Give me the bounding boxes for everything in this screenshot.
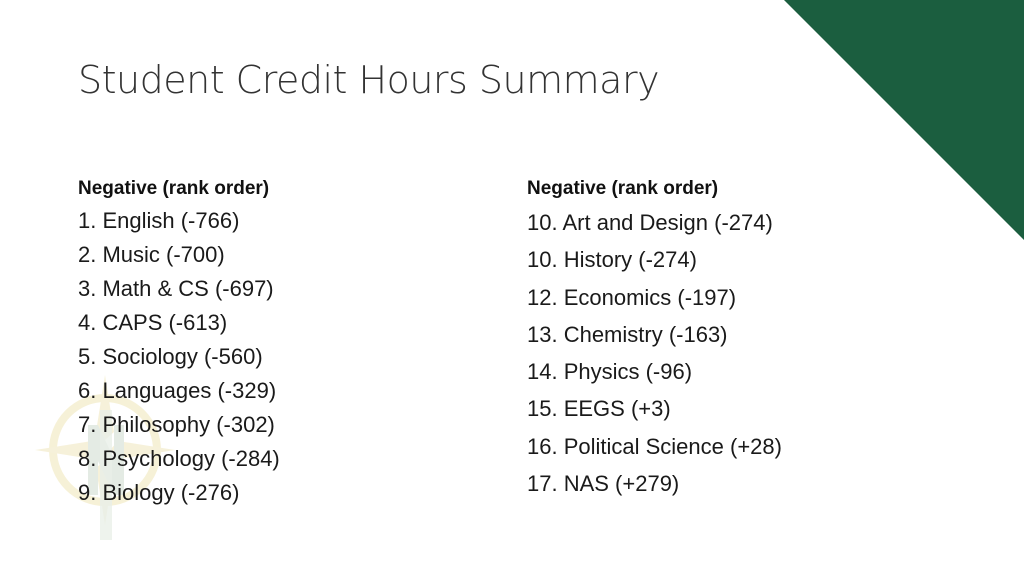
left-rank-list: [78, 204, 280, 510]
slide-title: Student Credit Hours Summary: [78, 58, 660, 102]
list-item: 1. English (-766): [78, 208, 240, 233]
list-item: 12. Economics (-197): [527, 284, 737, 310]
corner-triangle-decoration: [784, 0, 1024, 240]
list-item: 3. Math & CS (-697): [78, 276, 274, 301]
list-item: 7. Philosophy (-302): [78, 412, 275, 437]
list-item: 16. Political Science (+28): [527, 433, 782, 459]
list-item: 10. History (-274): [527, 247, 697, 273]
list-item: 17. NAS (+279): [527, 471, 680, 497]
list-item: 5. Sociology (-560): [78, 344, 263, 369]
right-rank-list: [527, 204, 782, 502]
list-item: 14. Physics (-96): [527, 359, 693, 385]
list-item: 10. Art and Design (-274): [527, 210, 773, 235]
list-item: 2. Music (-700): [78, 242, 225, 267]
list-item: 13. Chemistry (-163): [527, 321, 728, 347]
right-column: [527, 178, 782, 502]
list-item: 8. Psychology (-284): [78, 446, 280, 471]
list-item: 4. CAPS (-613): [78, 310, 228, 335]
list-item: 6. Languages (-329): [78, 378, 277, 403]
list-item: 9. Biology (-276): [78, 480, 240, 505]
left-column: [78, 178, 280, 510]
list-item: 15. EEGS (+3): [527, 396, 671, 422]
right-column-heading: Negative (rank order): [527, 178, 719, 199]
left-column-heading: Negative (rank order): [78, 178, 270, 199]
